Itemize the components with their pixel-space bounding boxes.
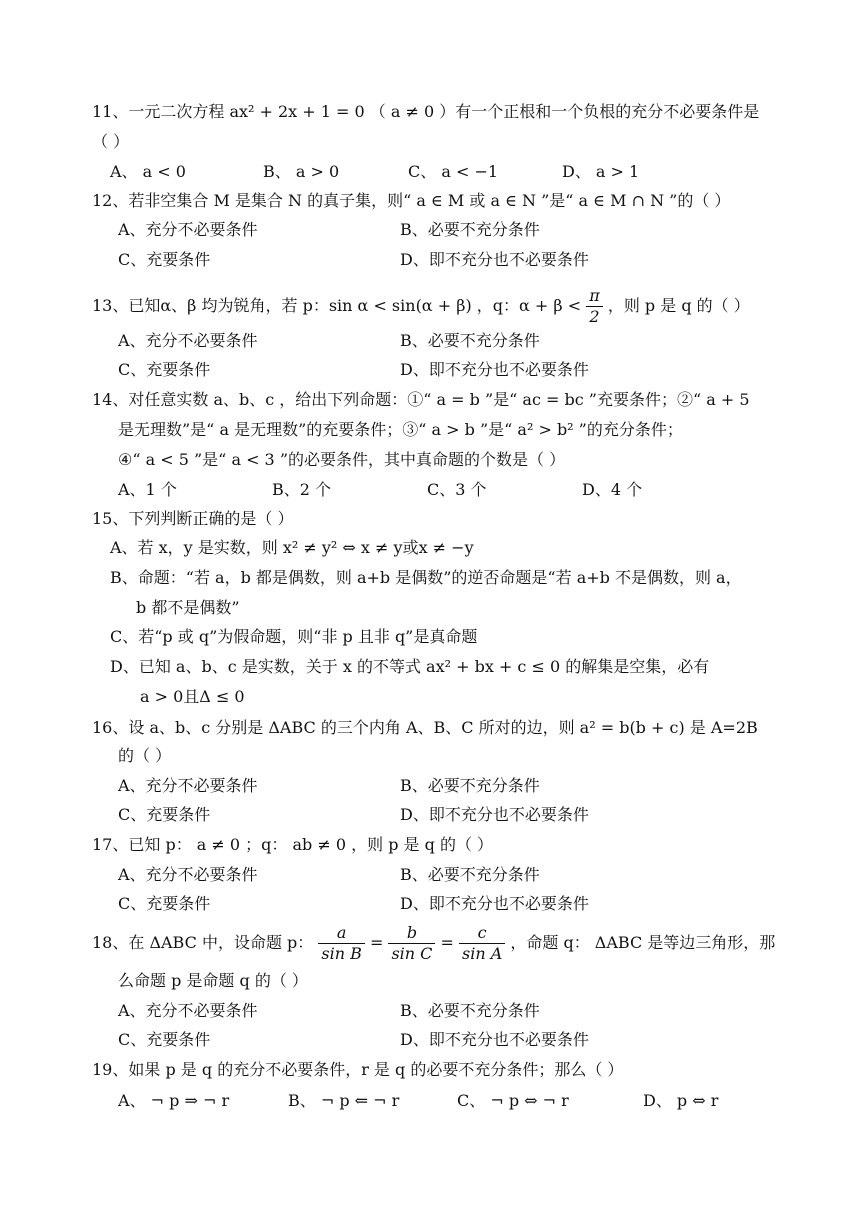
q15-option-b-line1: B、命题：“若 a，b 都是偶数，则 a+b 是偶数”的逆否命题是“若 a+b 不是偶数，则 a， bbox=[110, 568, 742, 587]
q13-fraction bbox=[586, 286, 603, 327]
q18-fraction-c-numerator: c bbox=[459, 923, 505, 944]
q16-option-d: D、即不充分也不必要条件 bbox=[400, 805, 589, 824]
q18-fraction-a bbox=[318, 923, 364, 964]
q14-stem-line1: 14、对任意实数 a、b、c ，给出下列命题：①“ a = b ”是“ ac = bc ”充要条件；②“ a + 5 bbox=[92, 390, 750, 409]
q12-stem: 12、若非空集合 M 是集合 N 的真子集，则“ a ∈ M 或 a ∈ N ”是“ a ∈ M ∩ N ”的（ ） bbox=[92, 191, 731, 210]
q14-option-a: A、1 个 bbox=[118, 480, 177, 499]
q18-stem-line2: 么命题 p 是命题 q 的（ ） bbox=[118, 971, 308, 990]
q14-option-b: B、2 个 bbox=[272, 480, 332, 499]
q16-stem-line2: 的（ ） bbox=[118, 746, 172, 765]
q12-option-c: C、充要条件 bbox=[118, 250, 211, 269]
q12-option-b: B、必要不充分条件 bbox=[400, 220, 540, 239]
q18-fraction-b bbox=[388, 923, 435, 964]
q18-option-d: D、即不充分也不必要条件 bbox=[400, 1030, 589, 1049]
q11-option-c: C、 a < −1 bbox=[408, 162, 499, 181]
q13-option-b: B、必要不充分条件 bbox=[400, 331, 540, 350]
q19-option-b: B、 ¬ p ⇐ ¬ r bbox=[288, 1091, 400, 1110]
q11-option-d: D、 a > 1 bbox=[562, 162, 640, 181]
q15-stem: 15、下列判断正确的是（ ） bbox=[92, 509, 294, 528]
q19-option-c: C、 ¬ p ⇔ ¬ r bbox=[457, 1091, 569, 1110]
q18-fraction-c-denominator: sin A bbox=[462, 944, 503, 963]
q14-stem-line2: 是无理数”是“ a 是无理数”的充要条件；③“ a > b ”是“ a² > b² ”的充分条件； bbox=[118, 420, 683, 439]
q18-option-b: B、必要不充分条件 bbox=[400, 1001, 540, 1020]
q13-stem bbox=[92, 284, 860, 328]
q18-fraction-b-denominator: sin C bbox=[391, 944, 433, 963]
q17-option-d: D、即不充分也不必要条件 bbox=[400, 894, 589, 913]
q19-option-a: A、 ¬ p ⇒ ¬ r bbox=[118, 1091, 230, 1110]
q17-stem: 17、已知 p： a ≠ 0 ；q： ab ≠ 0 ，则 p 是 q 的（ ） bbox=[92, 835, 494, 854]
q19-option-d: D、 p ⇔ r bbox=[643, 1091, 719, 1110]
q16-option-c: C、充要条件 bbox=[118, 805, 211, 824]
q15-option-a: A、若 x，y 是实数，则 x² ≠ y² ⇔ x ≠ y或x ≠ −y bbox=[110, 538, 474, 557]
q15-option-c: C、若“p 或 q”为假命题，则“非 p 且非 q”是真命题 bbox=[110, 627, 478, 646]
q16-option-a: A、充分不必要条件 bbox=[118, 776, 258, 795]
q14-option-c: C、3 个 bbox=[427, 480, 487, 499]
q11-stem-line2: （ ） bbox=[92, 132, 130, 151]
q18-option-a: A、充分不必要条件 bbox=[118, 1001, 258, 1020]
q13-fraction-denominator: 2 bbox=[589, 307, 600, 326]
q18-equals-2: = bbox=[440, 933, 454, 952]
q11-option-b: B、 a > 0 bbox=[263, 162, 340, 181]
q12-option-a: A、充分不必要条件 bbox=[118, 220, 258, 239]
q18-option-c: C、充要条件 bbox=[118, 1030, 211, 1049]
q11-stem-line1: 11、一元二次方程 ax² + 2x + 1 = 0 （ a ≠ 0 ）有一个正根和一个负根的充分不必要条件是 bbox=[92, 102, 760, 121]
q15-option-d-line1: D、已知 a、b、c 是实数，关于 x 的不等式 ax² + bx + c ≤ 0 的解集是空集，必有 bbox=[110, 657, 710, 676]
q18-fraction-c bbox=[459, 923, 505, 964]
q16-option-b: B、必要不充分条件 bbox=[400, 776, 540, 795]
q13-fraction-numerator: π bbox=[586, 286, 603, 307]
q11-option-a: A、 a < 0 bbox=[110, 162, 186, 181]
q17-option-c: C、充要条件 bbox=[118, 894, 211, 913]
q18-fraction-b-numerator: b bbox=[388, 923, 435, 944]
q14-stem-line3: ④“ a < 5 ”是“ a < 3 ”的必要条件，其中真命题的个数是（ ） bbox=[118, 450, 566, 469]
q16-stem-line1: 16、设 a、b、c 分别是 ΔABC 的三个内角 A、B、C 所对的边，则 a² = b(b + c) 是 A=2B bbox=[92, 718, 758, 737]
q15-option-d-line2: a > 0且Δ ≤ 0 bbox=[140, 687, 245, 706]
q18-stem-line1 bbox=[92, 919, 860, 967]
q18-equals-1: = bbox=[369, 933, 384, 952]
q18-stem-part1: 18、在 ΔABC 中，设命题 p： bbox=[92, 933, 314, 952]
q13-option-d: D、即不充分也不必要条件 bbox=[400, 360, 589, 379]
q18-fraction-a-numerator: a bbox=[318, 923, 364, 944]
q14-option-d: D、4 个 bbox=[582, 480, 643, 499]
q19-stem: 19、如果 p 是 q 的充分不必要条件，r 是 q 的必要不充分条件；那么（ ） bbox=[92, 1060, 624, 1079]
q17-option-b: B、必要不充分条件 bbox=[400, 865, 540, 884]
q13-option-a: A、充分不必要条件 bbox=[118, 331, 258, 350]
q13-stem-part2: ，则 p 是 q 的（ ） bbox=[607, 296, 750, 315]
q18-stem-part2: ，命题 q： ΔABC 是等边三角形，那 bbox=[510, 933, 776, 952]
q18-fraction-a-denominator: sin B bbox=[321, 944, 362, 963]
q12-option-d: D、即不充分也不必要条件 bbox=[400, 250, 589, 269]
q15-option-b-line2: b 都不是偶数” bbox=[136, 598, 240, 617]
q13-option-c: C、充要条件 bbox=[118, 360, 211, 379]
q13-stem-part1: 13、已知α、β 均为锐角，若 p：sin α < sin(α + β) ，q：α + β < bbox=[92, 296, 582, 315]
q17-option-a: A、充分不必要条件 bbox=[118, 865, 258, 884]
